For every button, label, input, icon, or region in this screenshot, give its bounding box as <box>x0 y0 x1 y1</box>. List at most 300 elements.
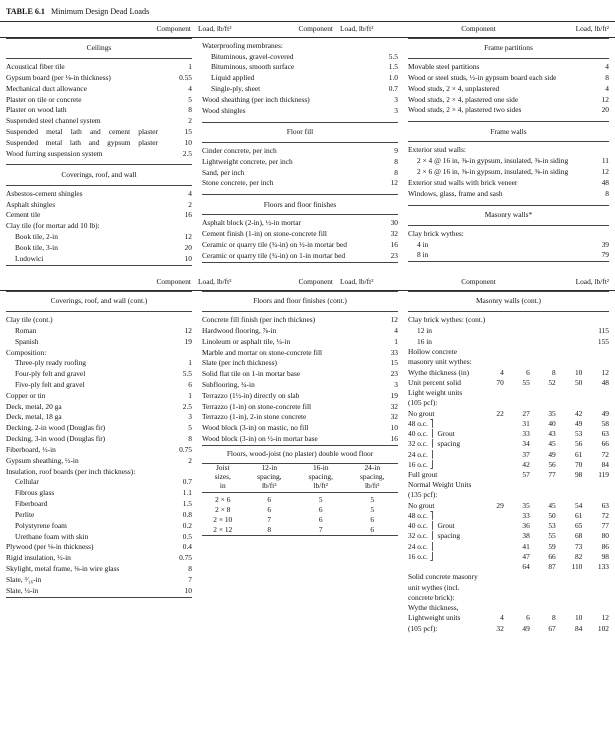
row-label: Gypsum board (per ⅛-in thickness) <box>6 72 111 82</box>
table-row <box>408 145 609 156</box>
table-column-3 <box>408 291 609 634</box>
masonry-grid-value <box>478 491 504 501</box>
table-column-2 <box>202 291 398 536</box>
masonry-grid-value <box>504 583 530 593</box>
masonry-grid-label: 32 o.c. ⎥ spacing <box>408 439 461 449</box>
masonry-grid-value <box>504 603 530 613</box>
masonry-grid-value <box>478 521 504 531</box>
header-component: Component <box>461 276 496 286</box>
row-label: Movable steel partitions <box>408 62 480 72</box>
row-label: Asbestos-cement shingles <box>6 188 83 198</box>
row-label: 2 × 4 @ 16 in, ⅜-in gypsum, insulated, ⅜-in siding <box>417 156 569 166</box>
masonry-grid-label: Solid concrete masonry <box>408 572 478 582</box>
row-label: Ludowici <box>15 253 44 263</box>
row-value: 5 <box>188 94 192 104</box>
row-value: 15 <box>184 127 192 137</box>
row-label: Decking, 2-in wood (Douglas fir) <box>6 423 106 433</box>
header-component: Component <box>298 276 333 286</box>
masonry-group-title <box>408 603 609 613</box>
row-label: Waterproofing membranes: <box>202 40 283 50</box>
section-rule <box>202 262 398 263</box>
masonry-grid-value: 55 <box>522 377 530 387</box>
table-row <box>6 423 192 434</box>
table-row <box>202 358 398 369</box>
row-value: 19 <box>390 390 398 400</box>
section-rule <box>202 535 398 536</box>
section-title: Floors and floor finishes (cont.) <box>253 296 347 306</box>
masonry-grid-value <box>556 399 583 409</box>
header-component: Component <box>298 23 333 33</box>
grout-spacing-label: Grout <box>437 521 455 531</box>
row-value: 11 <box>601 156 609 166</box>
masonry-grid-value <box>530 481 556 491</box>
table-row <box>202 347 398 358</box>
table-row <box>6 586 192 597</box>
table-row <box>6 510 192 521</box>
masonry-grid-value: 61 <box>574 510 583 520</box>
masonry-grid-value: 87 <box>548 562 556 572</box>
full-grout-row <box>408 562 609 572</box>
row-label: Suspended metal lath and cement plaster <box>6 127 158 137</box>
masonry-grid-value: 33 <box>522 510 530 520</box>
row-value: 12 <box>601 167 609 177</box>
masonry-grid-value <box>478 511 504 521</box>
grout-brace-icon: ⎥ <box>427 439 434 449</box>
joist-matrix-cell: 6 <box>318 514 323 524</box>
row-value: 10 <box>390 423 398 433</box>
masonry-grid <box>408 347 609 634</box>
row-value: 8 <box>394 167 398 177</box>
row-label: Cement tile <box>6 210 41 220</box>
table-row <box>6 445 192 456</box>
masonry-grid-value: 12 <box>601 613 609 623</box>
row-label: Insulation, roof boards (per inch thickness): <box>6 466 136 476</box>
section-rows <box>202 143 398 189</box>
masonry-grid-value: 119 <box>598 470 609 480</box>
table-row <box>6 73 192 84</box>
row-label: Fiberboard <box>15 499 48 509</box>
table-row <box>6 326 192 337</box>
masonry-group-title <box>408 481 609 491</box>
masonry-grid-value: 72 <box>601 449 609 459</box>
masonry-grid-value: 29 <box>496 500 504 510</box>
table-row <box>202 315 398 326</box>
row-label: Fibrous glass <box>15 488 55 498</box>
grout-brace-icon: ⎥ <box>427 541 434 551</box>
masonry-grid-value <box>478 583 504 593</box>
masonry-grid-label: 16 o.c. ⎦ <box>408 459 434 469</box>
masonry-grid-value <box>504 358 530 368</box>
masonry-grid-value: 49 <box>601 408 609 418</box>
table-row <box>6 315 192 326</box>
row-value: 9 <box>394 145 398 155</box>
row-value: 1 <box>188 390 192 400</box>
masonry-grid-value <box>582 481 609 491</box>
table-row <box>408 229 609 240</box>
masonry-grid-label: unit wythes (incl. <box>408 582 460 592</box>
row-label: Stone concrete, per inch <box>202 178 274 188</box>
masonry-grid-label: Wythe thickness (in) <box>408 367 470 377</box>
masonry-grid-value: 98 <box>601 551 609 561</box>
table-number: TABLE 6.1 <box>6 7 45 16</box>
table-title: Minimum Design Dead Loads <box>50 7 150 16</box>
section-rows <box>408 142 609 199</box>
masonry-grid-label: Hollow concrete <box>408 347 458 357</box>
row-value: 0.7 <box>182 477 192 487</box>
masonry-grid-label: (135 pcf): <box>408 490 438 500</box>
joist-matrix-cell: 2 × 8 <box>215 504 231 514</box>
grout-brace-icon: ⎦ <box>427 459 434 469</box>
masonry-grid-value: 66 <box>548 551 556 561</box>
table-row <box>6 575 192 586</box>
row-value: 3 <box>188 412 192 422</box>
block-columns-upper <box>0 38 615 266</box>
row-label: Polystyrene foam <box>15 520 67 530</box>
masonry-grid-value: 68 <box>574 531 583 541</box>
masonry-grid-value: 55 <box>548 531 556 541</box>
masonry-grid-label: 16 o.c. ⎦ <box>408 551 434 561</box>
row-label: Ceramic or quarry tile (¾-in) on 1-in mortar bed <box>202 250 346 260</box>
masonry-grid-value <box>530 603 556 613</box>
table-row <box>202 423 398 434</box>
percent-solid-row <box>408 378 609 388</box>
masonry-grid-label: 32 o.c. ⎥ spacing <box>408 531 461 541</box>
grout-brace-icon: ⎥ <box>427 449 434 459</box>
masonry-grid-value <box>530 573 556 583</box>
table-row <box>202 391 398 402</box>
masonry-grid-heading <box>408 358 609 368</box>
row-label: Wood block (3-in) on mastic, no fill <box>202 423 309 433</box>
row-label: Wood shingles <box>202 105 246 115</box>
row-value: 4 <box>188 83 192 93</box>
row-label: Exterior stud walls with brick veneer <box>408 177 518 187</box>
masonry-grid-value: 37 <box>522 449 530 459</box>
joist-matrix-row <box>202 505 398 515</box>
masonry-grid-value: 49 <box>522 623 530 633</box>
masonry-grid-value <box>556 481 583 491</box>
masonry-grid-value: 73 <box>574 541 583 551</box>
table-row <box>202 62 398 73</box>
table-row <box>6 434 192 445</box>
row-value: 10 <box>184 137 192 147</box>
masonry-grid-value <box>478 347 504 357</box>
row-value: 1.0 <box>388 73 398 83</box>
row-label: Spanish <box>15 336 39 346</box>
row-label: Gypsum sheathing, ½-in <box>6 455 79 465</box>
masonry-grid-value: 45 <box>548 500 556 510</box>
masonry-grid-value: 67 <box>548 623 556 633</box>
table-row <box>6 488 192 499</box>
table-row <box>408 84 609 95</box>
row-label: Deck, metal, 18 ga <box>6 412 62 422</box>
joist-matrix-cell: 6 <box>370 514 375 524</box>
masonry-grid-label: 24 o.c. ⎥ <box>408 541 434 551</box>
table-row <box>6 477 192 488</box>
masonry-grid-label: Light weight units <box>408 388 463 398</box>
table-row <box>6 337 192 348</box>
table-row <box>6 564 192 575</box>
table-row <box>6 116 192 127</box>
row-label: Wood or steel studs, ½-in gypsum board each side <box>408 72 557 82</box>
table-row <box>6 499 192 510</box>
table-row <box>202 178 398 189</box>
row-value: 0.7 <box>388 84 398 94</box>
joist-section-title: Floors, wood-joist (no plaster) double wood floor <box>226 448 374 458</box>
section-rows <box>6 59 192 159</box>
row-value: 12 <box>390 178 398 188</box>
masonry-grid-value: 8 <box>552 613 556 623</box>
joist-matrix-header-row <box>202 464 398 493</box>
table-row <box>408 105 609 116</box>
table-row <box>202 52 398 63</box>
row-label: Slate, ¼-in <box>6 585 39 595</box>
joist-matrix-cell: 5 <box>370 495 375 505</box>
row-value: 5 <box>188 423 192 433</box>
section-rows <box>408 226 609 261</box>
joist-matrix-cell: 5 <box>318 495 323 505</box>
masonry-grid-label: 48 o.c. ⎤ <box>408 418 434 428</box>
row-label: Cement finish (1-in) on stone-concrete fill <box>202 229 327 239</box>
masonry-grid-value <box>556 573 583 583</box>
masonry-grid-label: Wythe thickness, <box>408 603 459 613</box>
masonry-grid-value: 6 <box>526 367 530 377</box>
masonry-grid-value <box>530 583 556 593</box>
masonry-grid-value <box>582 603 609 613</box>
masonry-grid-value <box>582 583 609 593</box>
clay-brick-header <box>408 315 609 326</box>
row-value: 2.5 <box>182 148 192 158</box>
table-row <box>6 84 192 95</box>
row-value: 8 <box>188 105 192 115</box>
table-row <box>202 95 398 106</box>
masonry-grid-label: masonry unit wythes: <box>408 357 472 367</box>
masonry-group-title <box>408 583 609 593</box>
masonry-grid-value <box>530 347 556 357</box>
table-block-upper <box>0 21 615 266</box>
row-value: 79 <box>601 250 609 260</box>
grout-brace-icon: ⎥ <box>427 429 434 439</box>
row-label: Bituminous, smooth surface <box>211 62 295 72</box>
row-label: Copper or tin <box>6 390 46 400</box>
table-row <box>6 521 192 532</box>
masonry-grid-value <box>504 388 530 398</box>
table-row <box>202 412 398 423</box>
grout-brace-icon: ⎤ <box>427 510 434 520</box>
no-grout-row <box>408 409 609 419</box>
row-label: Asphalt shingles <box>6 199 56 209</box>
masonry-grid-value <box>478 429 504 439</box>
table-row <box>202 41 398 52</box>
masonry-grid-value <box>504 573 530 583</box>
masonry-grid-value <box>504 491 530 501</box>
section-title: Frame partitions <box>484 43 533 53</box>
masonry-grid-value <box>530 593 556 603</box>
row-label: 4 in <box>417 239 429 249</box>
row-value: 19 <box>184 336 192 346</box>
row-value: 1.1 <box>182 488 192 498</box>
row-value: 32 <box>390 412 398 422</box>
masonry-group-title <box>408 399 609 409</box>
masonry-grid-value: 8 <box>552 367 556 377</box>
table-row <box>6 200 192 211</box>
solid-values-row <box>408 624 609 634</box>
masonry-grid-value: 65 <box>574 521 583 531</box>
row-label: Slate, ³⁄₁₆-in <box>6 574 42 584</box>
masonry-grid-value <box>504 399 530 409</box>
masonry-grid-label: 48 o.c. ⎤ <box>408 510 434 520</box>
row-label: Bituminous, gravel-covered <box>211 51 294 61</box>
masonry-grid-value: 58 <box>601 418 609 428</box>
row-label: Skylight, metal frame, ⅜-in wire glass <box>6 564 120 574</box>
joist-matrix-cell: 7 <box>318 524 323 534</box>
row-label: Plywood (per ⅛-in thickness) <box>6 542 94 552</box>
section-title: Frame walls <box>490 126 527 136</box>
table-row <box>6 149 192 160</box>
masonry-grid-value: 56 <box>574 439 583 449</box>
table-row <box>6 402 192 413</box>
joist-matrix-header-cell: Joist sizes, in <box>214 463 231 490</box>
table-row <box>202 146 398 157</box>
masonry-grid-value: 54 <box>574 500 583 510</box>
masonry-grid-value: 4 <box>500 367 504 377</box>
header-load: Load, lb/ft² <box>575 276 609 286</box>
joist-matrix-row <box>202 495 398 505</box>
table-row <box>202 369 398 380</box>
row-value: 4 <box>394 325 398 335</box>
row-label: Liquid applied <box>211 73 255 83</box>
table-row <box>202 218 398 229</box>
masonry-grid-value <box>478 573 504 583</box>
grout-spacing-label: Grout <box>437 429 455 439</box>
table-row <box>408 167 609 178</box>
row-label: Wood studs, 2 × 4, plastered one side <box>408 94 519 104</box>
table-row <box>202 326 398 337</box>
table-row <box>6 105 192 116</box>
table-row <box>202 434 398 445</box>
row-label: Asphalt block (2-in), ½-in mortar <box>202 218 301 228</box>
joist-matrix-header-cell: 12-in spacing, lb/ft² <box>257 463 282 490</box>
table-row <box>408 73 609 84</box>
section-rule <box>6 265 192 266</box>
row-label: Concrete fill finish (per inch thicknes) <box>202 315 316 325</box>
masonry-grid-label: (105 pcf): <box>408 623 438 633</box>
row-value: 1 <box>188 62 192 72</box>
row-value: 3 <box>394 94 398 104</box>
masonry-grid-label: Normal Weight Units <box>408 480 472 490</box>
masonry-grid-value <box>582 388 609 398</box>
row-value: 0.4 <box>182 542 192 552</box>
masonry-grid-label: 40 o.c. ⎥ Grout <box>408 521 455 531</box>
row-value: 2.5 <box>182 401 192 411</box>
column-headers-upper <box>0 22 615 37</box>
grout-brace-icon: ⎦ <box>427 551 434 561</box>
masonry-grid-value <box>478 481 504 491</box>
table-column-2 <box>202 38 398 263</box>
row-label: Cinder concrete, per inch <box>202 145 277 155</box>
table-row <box>6 221 192 232</box>
row-value: 12 <box>184 232 192 242</box>
section-rows <box>202 215 398 261</box>
masonry-grid-value <box>582 358 609 368</box>
masonry-grid-value <box>556 491 583 501</box>
masonry-grid-value: 63 <box>601 429 609 439</box>
masonry-grid-value: 70 <box>574 459 583 469</box>
row-value: 5.5 <box>182 369 192 379</box>
row-label: Three-ply ready roofing <box>15 358 87 368</box>
masonry-grid-value <box>478 440 504 450</box>
masonry-grid-value: 84 <box>574 623 583 633</box>
masonry-grid-value: 84 <box>601 459 609 469</box>
masonry-grid-value: 34 <box>522 439 530 449</box>
masonry-grid-value: 10 <box>574 613 583 623</box>
section-title: Coverings, roof, and wall <box>61 169 137 179</box>
row-value: 10 <box>184 585 192 595</box>
masonry-grid-value: 10 <box>574 367 583 377</box>
masonry-rows <box>408 312 609 347</box>
section-rows <box>408 59 609 116</box>
joist-matrix-cell: 6 <box>267 495 272 505</box>
masonry-grid-label: 40 o.c. ⎥ Grout <box>408 429 455 439</box>
grout-spacing-row <box>408 521 609 531</box>
section-title: Coverings, roof, and wall (cont.) <box>50 296 148 306</box>
row-label: Mechanical duct allowance <box>6 83 87 93</box>
row-label: Slate (per inch thickness) <box>202 358 277 368</box>
row-value: 23 <box>390 250 398 260</box>
row-label: 16 in <box>417 336 432 346</box>
row-label: Five-ply felt and gravel <box>15 379 85 389</box>
masonry-grid-value <box>478 532 504 542</box>
masonry-grid-value <box>530 358 556 368</box>
row-value: 3 <box>394 105 398 115</box>
masonry-group-title <box>408 388 609 398</box>
masonry-grid-value: 52 <box>548 377 556 387</box>
masonry-grid-value <box>582 491 609 501</box>
joist-matrix-cell: 2 × 12 <box>213 524 233 534</box>
header-load: Load, lb/ft² <box>198 23 232 33</box>
grout-spacing-row <box>408 429 609 439</box>
row-label: Single-ply, sheet <box>211 84 261 94</box>
joist-matrix-cell: 2 × 6 <box>215 495 231 505</box>
table-row <box>6 138 192 149</box>
section-title: Ceilings <box>86 43 112 53</box>
masonry-grid-value <box>478 419 504 429</box>
table-row <box>202 106 398 117</box>
row-label: Windows, glass, frame and sash <box>408 188 503 198</box>
table-row <box>408 250 609 261</box>
masonry-grid-label: 24 o.c. ⎥ <box>408 449 434 459</box>
masonry-grid-value: 36 <box>522 521 530 531</box>
row-value: 4 <box>605 83 609 93</box>
masonry-grid-label: No grout <box>408 500 435 510</box>
row-label: Fiberboard, ½-in <box>6 444 56 454</box>
masonry-grid-label <box>408 562 478 572</box>
row-value: 6 <box>188 379 192 389</box>
header-component: Component <box>156 23 191 33</box>
row-value: 0.55 <box>179 72 192 82</box>
masonry-group-title <box>408 573 609 583</box>
masonry-grid-value: 110 <box>571 562 583 572</box>
row-value: 32 <box>390 229 398 239</box>
joist-matrix-cell: 7 <box>267 514 272 524</box>
masonry-grid-value <box>530 399 556 409</box>
masonry-grid-value: 6 <box>526 613 530 623</box>
row-value: 20 <box>184 242 192 252</box>
row-label: 12 in <box>417 325 432 335</box>
row-value: 0.75 <box>179 444 192 454</box>
row-value: 15 <box>390 358 398 368</box>
row-value: 8 <box>605 188 609 198</box>
masonry-grid-value: 41 <box>522 541 530 551</box>
